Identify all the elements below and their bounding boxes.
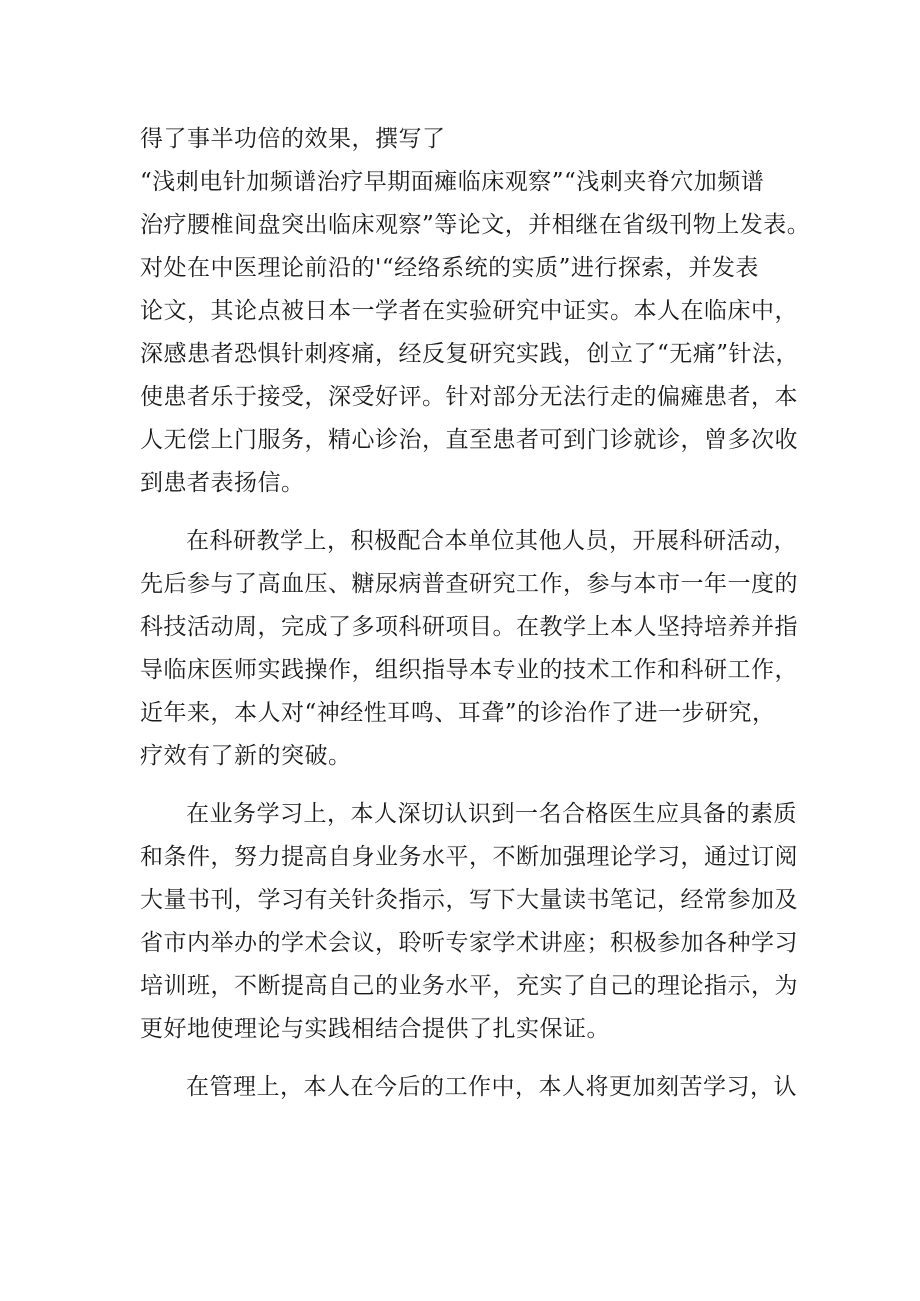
text-line: 培训班，不断提高自己的业务水平，充实了自己的理论指示，为 (140, 973, 798, 999)
text-line: 疗效有了新的突破。 (140, 743, 352, 769)
text-line: 大量书刊，学习有关针灸指示，写下大量读书笔记，经常参加及 (140, 887, 798, 913)
text-line: 对处在中医理论前沿的'“经络系统的实质”进行探索，并发表 (140, 255, 759, 281)
paragraph-gap (140, 1051, 800, 1066)
document-body (140, 118, 811, 1109)
text-line: 更好地使理论与实践相结合提供了扎实保证。 (140, 1016, 610, 1042)
paragraph-first-line: 在科研教学上，积极配合本单位其他人员，开展科研活动， (186, 528, 797, 554)
text-line: 导临床医师实践操作，组织指导本专业的技术工作和科研工作， (140, 657, 798, 683)
text-line: 省市内举办的学术会议，聆听专家学术讲座；积极参加各种学习 (140, 930, 798, 956)
text-line: “浅刺电针加频谱治疗早期面瘫临床观察”“浅刺夹脊穴加频谱 (140, 169, 765, 195)
text-line: 和条件，努力提高自身业务水平，不断加强理论学习，通过订阅 (140, 844, 798, 870)
paragraph-first-line: 在管理上，本人在今后的工作中，本人将更加刻苦学习，认 (186, 1074, 797, 1100)
text-line: 科技活动周，完成了多项科研项目。在教学上本人坚持培养并指 (140, 614, 798, 640)
text-line: 到患者表扬信。 (140, 470, 305, 496)
text-line: 深感患者恐惧针刺疼痛，经反复研究实践，创立了“无痛”针法， (140, 341, 800, 367)
paragraph-gap (140, 778, 800, 793)
text-line: 人无偿上门服务，精心诊治，直至患者可到门诊就诊，曾多次收 (140, 427, 798, 453)
text-line: 近年来，本人对“神经性耳鸣、耳聋”的诊治作了进一步研究， (140, 700, 776, 726)
paragraph-gap (140, 505, 800, 520)
paragraph-first-line: 在业务学习上，本人深切认识到一名合格医生应具备的素质 (186, 801, 797, 827)
text-line: 使患者乐于接受，深受好评。针对部分无法行走的偏瘫患者，本 (140, 384, 798, 410)
text-line: 得了事半功倍的效果，撰写了 (140, 126, 446, 152)
text-line: 先后参与了高血压、糖尿病普查研究工作，参与本市一年一度的 (140, 571, 798, 597)
text-line: 论文，其论点被日本一学者在实验研究中证实。本人在临床中， (140, 298, 798, 324)
text-line: 治疗腰椎间盘突出临床观察”等论文，并相继在省级刊物上发表。 (140, 212, 811, 238)
